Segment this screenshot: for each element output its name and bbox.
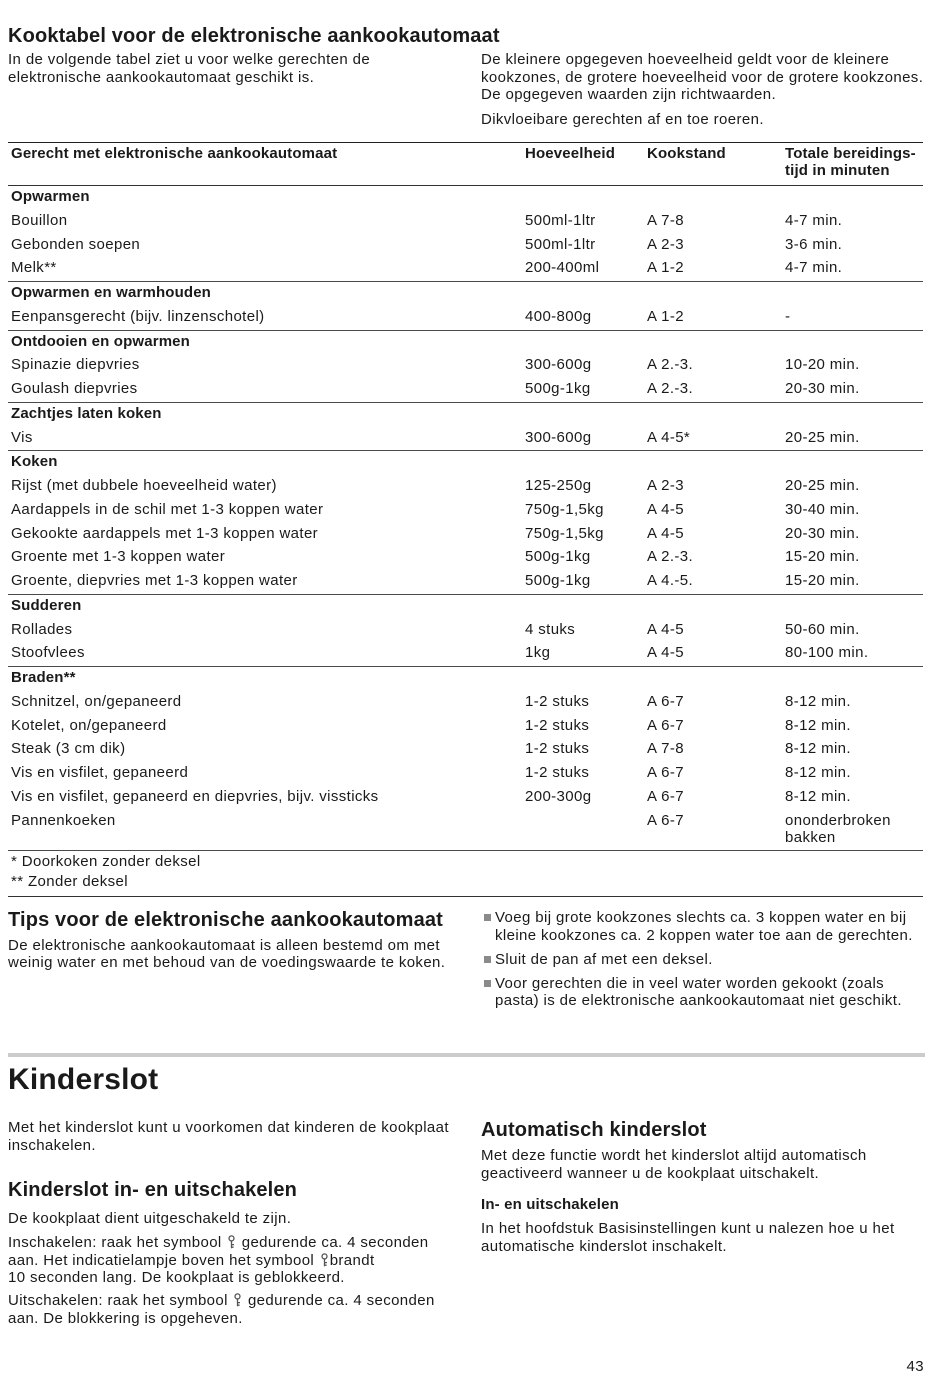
enable-instructions [8,1234,429,1287]
table-row [8,715,923,739]
cell-dish: Eenpansgerecht (bijv. linzenschotel) [11,307,265,325]
section-row [8,281,923,306]
cell-dish: Vis en visfilet, gepaneerd [11,764,189,781]
child-lock-intro: Met het kinderslot kunt u voorkomen dat kinderen de kookplaat inschakelen. [8,1119,449,1154]
cell-setting: A 4-5 [647,500,684,518]
cell-dish: Groente met 1-3 koppen water [11,548,226,566]
key-icon [320,1253,329,1267]
cell-time: 20-30 min. [785,524,860,542]
stirring-note: Dikvloeibare gerechten af en toe roeren. [481,110,764,128]
table-row [8,570,923,594]
cell-amount: 500g-1kg [525,572,591,589]
chapter-title: Kinderslot [8,1063,159,1096]
cell-time: 20-25 min. [785,428,860,446]
cell-amount: 400-800g [525,307,592,325]
cell-dish: Aardappels in de schil met 1-3 koppen water [11,500,324,518]
table-row [8,499,923,523]
automatic-text: Met deze functie wordt het kinderslot altijd automatisch geactiveerd wanneer u de kookplaat uitschakelt. [481,1147,867,1182]
table-row [8,619,923,643]
table-row [8,810,923,851]
tips-text: De elektronische aankookautomaat is alleen bestemd om met weinig water en met behoud van de voedingswaarde te koken. [8,936,446,971]
cell-setting: A 6-7 [647,716,684,734]
list-item [481,975,931,1010]
cell-time: 15-20 min. [785,548,860,566]
table-row [8,546,923,570]
cell-setting: A 4-5 [647,644,684,662]
enable-text-part: brandt 10 seconden lang. De kookplaat is geblokkeerd. [8,1251,375,1287]
cooking-table-body [8,186,923,850]
cell-time: 3-6 min. [785,235,843,253]
bullet-square-icon [484,980,491,987]
cell-time: 20-25 min. [785,477,860,494]
cell-time: 15-20 min. [785,572,860,589]
cell-time: 8-12 min. [785,692,851,710]
table-row [8,475,923,499]
disable-text-part: Uitschakelen: raak het symbool [8,1292,233,1310]
table-row [8,234,923,258]
cell-time: 10-20 min. [785,356,860,374]
cell-setting: A 6-7 [647,811,684,829]
cell-dish: Steak (3 cm dik) [11,740,126,758]
bullet-text: Voor gerechten die in veel water worden gekookt (zoals pasta) is de elektronische aankookautomaat niet geschikt. [495,974,902,1009]
cell-dish: Rollades [11,620,73,638]
cell-amount: 1-2 stuks [525,740,590,758]
cell-amount: 300-600g [525,356,592,374]
section-heading: Koken [8,450,923,475]
cell-setting: A 1-2 [647,259,684,277]
cell-amount: 200-300g [525,787,592,805]
automatic-title: Automatisch kinderslot [481,1119,707,1141]
cell-setting: A 2-3 [647,477,684,494]
toggle-title: Kinderslot in- en uitschakelen [8,1179,298,1201]
bullet-square-icon [484,914,491,921]
cell-time: 20-30 min. [785,380,860,397]
section-heading: Sudderen [8,594,923,619]
table-row [8,523,923,547]
section-row [8,402,923,427]
key-icon [227,1235,236,1249]
tips-list [481,909,931,1016]
bullet-text: Voeg bij grote kookzones slechts ca. 3 koppen water en bij kleine kookzones ca. 2 koppen water toe aan de gerechten. [495,909,913,944]
cell-time: 4-7 min. [785,259,843,277]
cell-amount: 500g-1kg [525,380,591,397]
table-row [8,691,923,715]
cell-setting: A 2.-3. [647,356,694,374]
cell-time: 30-40 min. [785,500,860,518]
cell-dish: Gekookte aardappels met 1-3 koppen water [11,524,319,542]
automatic-subtext: In het hoofdstuk Basisinstellingen kunt u nalezen hoe u het automatische kinderslot inschakelt. [481,1220,895,1255]
cell-setting: A 4.-5. [647,572,694,589]
cell-amount: 750g-1,5kg [525,524,604,542]
header-setting: Kookstand [644,142,782,186]
intro-right-text: De kleinere opgegeven hoeveelheid geldt voor de kleinere kookzones, de grotere hoeveelheid voor de grotere kookzones. De opgegeven waarden zijn richtwaarden. [481,51,924,103]
page-number: 43 [906,1358,924,1375]
table-row [8,642,923,666]
table-row [8,738,923,762]
table-row [8,786,923,810]
cell-dish: Rijst (met dubbele hoeveelheid water) [11,477,277,494]
table-row [8,378,923,402]
cell-amount: 1-2 stuks [525,692,590,710]
cell-time: 50-60 min. [785,620,860,638]
cell-setting: A 2.-3. [647,548,694,566]
bullet-text: Sluit de pan af met een deksel. [495,950,713,968]
cell-setting: A 6-7 [647,764,684,781]
cooking-table [8,142,923,850]
section-row [8,330,923,355]
cell-dish: Pannenkoeken [11,811,116,829]
cell-setting: A 6-7 [647,692,684,710]
disable-instructions [8,1292,435,1327]
table-row [8,306,923,330]
cell-dish: Gebonden soepen [11,235,141,253]
footnote: ** Zonder deksel [11,873,128,891]
cooking-table-wrapper [8,142,923,897]
cell-time: - [785,307,791,325]
section-row [8,666,923,691]
cell-amount: 500ml-1ltr [525,235,596,253]
toggle-precondition: De kookplaat dient uitgeschakeld te zijn. [8,1210,292,1228]
header-amount: Hoeveelheid [522,142,644,186]
cell-setting: A 4-5 [647,524,684,542]
section-heading: Opwarmen en warmhouden [8,281,923,306]
chapter-divider [8,1053,925,1057]
cell-dish: Groente, diepvries met 1-3 koppen water [11,572,298,589]
cell-dish: Bouillon [11,211,68,229]
cell-amount: 500g-1kg [525,548,591,566]
table-row [8,427,923,451]
section-heading: Braden** [8,666,923,691]
footnote: * Doorkoken zonder deksel [11,853,201,871]
table-header-row [8,142,923,186]
cell-amount: 750g-1,5kg [525,500,604,518]
intro-right [481,51,923,128]
section-heading: Opwarmen [11,188,90,205]
cell-dish: Vis [11,428,33,446]
cell-setting: A 6-7 [647,787,684,805]
table-row [8,257,923,281]
cell-dish: Goulash diepvries [11,380,138,397]
cell-time: 8-12 min. [785,787,851,805]
tips-title: Tips voor de elektronische aankookautomaat [8,909,443,931]
cell-setting: A 2.-3. [647,380,694,397]
disable-text-part: gedurende ca. 4 seconden aan. De blokkering is opgeheven. [8,1292,435,1327]
cell-setting: A 4-5* [647,428,691,446]
cell-time: 8-12 min. [785,764,851,781]
list-item [481,951,931,969]
automatic-subtitle: In- en uitschakelen [481,1196,619,1214]
table-footnotes [8,850,923,897]
header-dish: Gerecht met elektronische aankookautomaat [8,142,522,186]
cell-setting: A 7-8 [647,740,684,758]
section-heading: Zachtjes laten koken [8,402,923,427]
cell-dish: Stoofvlees [11,644,85,662]
section-row [8,186,923,210]
section-title: Kooktabel voor de elektronische aankookautomaat [8,25,500,47]
list-item [481,909,931,944]
cell-setting: A 2-3 [647,235,684,253]
cell-amount: 125-250g [525,477,592,494]
cell-amount: 1kg [525,644,551,662]
cell-dish: Melk** [11,259,57,277]
cell-setting: A 1-2 [647,307,684,325]
cell-dish: Spinazie diepvries [11,356,140,374]
cell-dish: Vis en visfilet, gepaneerd en diepvries, bijv. vissticks [11,787,379,805]
cell-time: 4-7 min. [785,211,843,229]
cell-time: ononderbroken bakken [785,811,891,846]
intro-left-text: In de volgende tabel ziet u voor welke gerechten de elektronische aankookautomaat geschikt is. [8,51,371,86]
enable-text-part: gedurende ca. 4 seconden aan. Het indicatielampje boven het symbool [8,1234,429,1269]
bullet-square-icon [484,956,491,963]
cell-dish: Schnitzel, on/gepaneerd [11,692,182,710]
cell-amount: 200-400ml [525,259,600,277]
cell-time: 8-12 min. [785,716,851,734]
table-row [8,354,923,378]
cell-amount [522,810,644,851]
cell-setting: A 4-5 [647,620,684,638]
table-row [8,762,923,786]
cell-amount: 1-2 stuks [525,716,590,734]
header-time: Totale bereidings- tijd in minuten [782,142,923,186]
section-heading: Ontdooien en opwarmen [8,330,923,355]
cell-amount: 500ml-1ltr [525,211,596,229]
cell-setting: A 7-8 [647,211,684,229]
cell-amount: 1-2 stuks [525,764,590,781]
section-row [8,594,923,619]
table-row [8,210,923,234]
cell-time: 80-100 min. [785,644,869,662]
cell-amount: 300-600g [525,428,592,446]
enable-text-part: Inschakelen: raak het symbool [8,1234,227,1252]
section-row [8,450,923,475]
cell-time: 8-12 min. [785,740,851,758]
key-icon [233,1293,242,1307]
cell-dish: Kotelet, on/gepaneerd [11,716,167,734]
cell-amount: 4 stuks [525,620,576,638]
